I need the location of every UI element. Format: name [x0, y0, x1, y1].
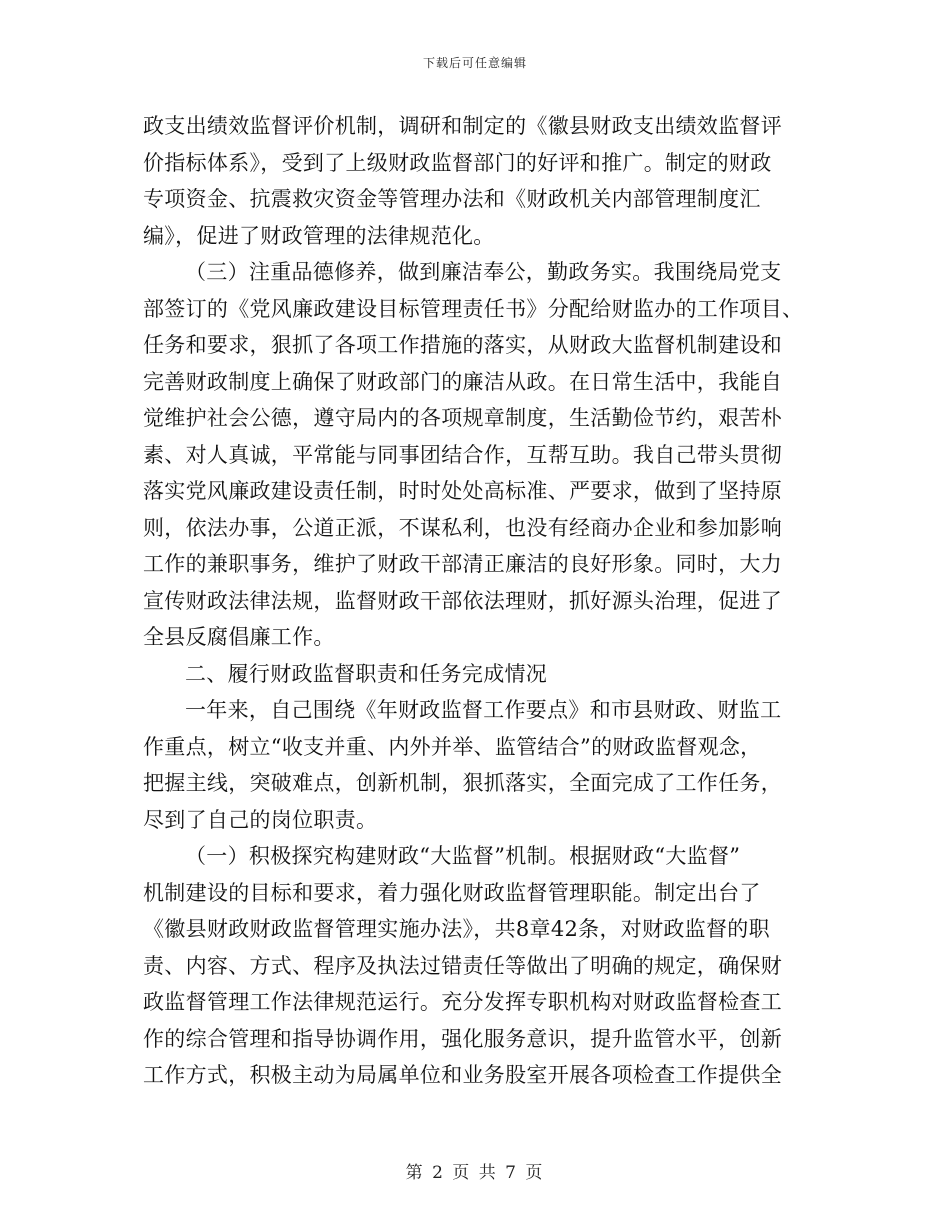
body-line: 尽到了自己的岗位职责。 — [143, 807, 378, 832]
document-body — [143, 108, 803, 1094]
body-line: 《徽县财政财政监督管理实施办法》，共8章42条，对财政监督的职 — [143, 917, 770, 941]
body-line: 机制建设的目标和要求，着力强化财政监督管理职能。制定出台了 — [143, 880, 761, 905]
body-line: 完善财政制度上确保了财政部门的廉洁从政。在日常生活中，我能自 — [143, 369, 782, 394]
body-line: 素、对人真诚，平常能与同事团结合作，互帮互助。我自己带头贯彻 — [143, 442, 782, 467]
body-line: 作的综合管理和指导协调作用，强化服务意识，提升监管水平，创新 — [143, 1026, 782, 1051]
body-line: 责、内容、方式、程序及执法过错责任等做出了明确的规定，确保财 — [143, 953, 782, 978]
body-line: 全县反腐倡廉工作。 — [143, 625, 335, 649]
body-line: 把握主线，突破难点，创新机制，狠抓落实，全面完成了工作任务， — [143, 771, 782, 795]
section-heading-line: （一）积极探究构建财政“大监督”机制。根据财政“大监督” — [185, 844, 741, 868]
body-line: 编》，促进了财政管理的法律规范化。 — [143, 223, 495, 248]
body-line: 则，依法办事，公道正派，不谋私利，也没有经商办企业和参加影响 — [143, 515, 782, 540]
body-line: 落实党风廉政建设责任制，时时处处高标准、严要求，做到了坚持原 — [143, 479, 782, 503]
body-line: 政支出绩效监督评价机制，调研和制定的《徽县财政支出绩效监督评 — [143, 114, 782, 138]
page-number: 第 2 页 共 7 页 — [405, 1163, 545, 1183]
section-heading-line: （三）注重品德修养，做到廉洁奉公，勤政务实。我围绕局党支 — [185, 260, 782, 284]
body-line: 觉维护社会公德，遵守局内的各项规章制度，生活勤俭节约，艰苦朴 — [143, 406, 782, 430]
section-heading-line: 二、履行财政监督职责和任务完成情况 — [185, 661, 548, 686]
body-line: 价指标体系》，受到了上级财政监督部门的好评和推广。制定的财政 — [143, 150, 772, 175]
paragraph-start-line: 一年来，自己围绕《年财政监督工作要点》和市县财政、财监工 — [185, 698, 782, 722]
body-line: 政监督管理工作法律规范运行。充分发挥专职机构对财政监督检查工 — [143, 990, 782, 1014]
body-line: 宣传财政法律法规，监督财政干部依法理财，抓好源头治理，促进了 — [143, 588, 782, 613]
body-line: 工作的兼职事务，维护了财政干部清正廉洁的良好形象。同时，大力 — [143, 552, 782, 576]
body-line: 作重点，树立“收支并重、内外并举、监管结合”的财政监督观念， — [143, 734, 762, 759]
page-header-note: 下载后可任意编辑 — [422, 56, 527, 70]
body-line: 工作方式，积极主动为局属单位和业务股室开展各项检查工作提供全 — [143, 1063, 782, 1087]
body-line: 任务和要求，狠抓了各项工作措施的落实，从财政大监督机制建设和 — [143, 333, 782, 357]
body-line: 专项资金、抗震救灾资金等管理办法和《财政机关内部管理制度汇 — [143, 187, 761, 211]
body-line: 部签订的《党风廉政建设目标管理责任书》分配给财监办的工作项目、 — [143, 296, 804, 321]
